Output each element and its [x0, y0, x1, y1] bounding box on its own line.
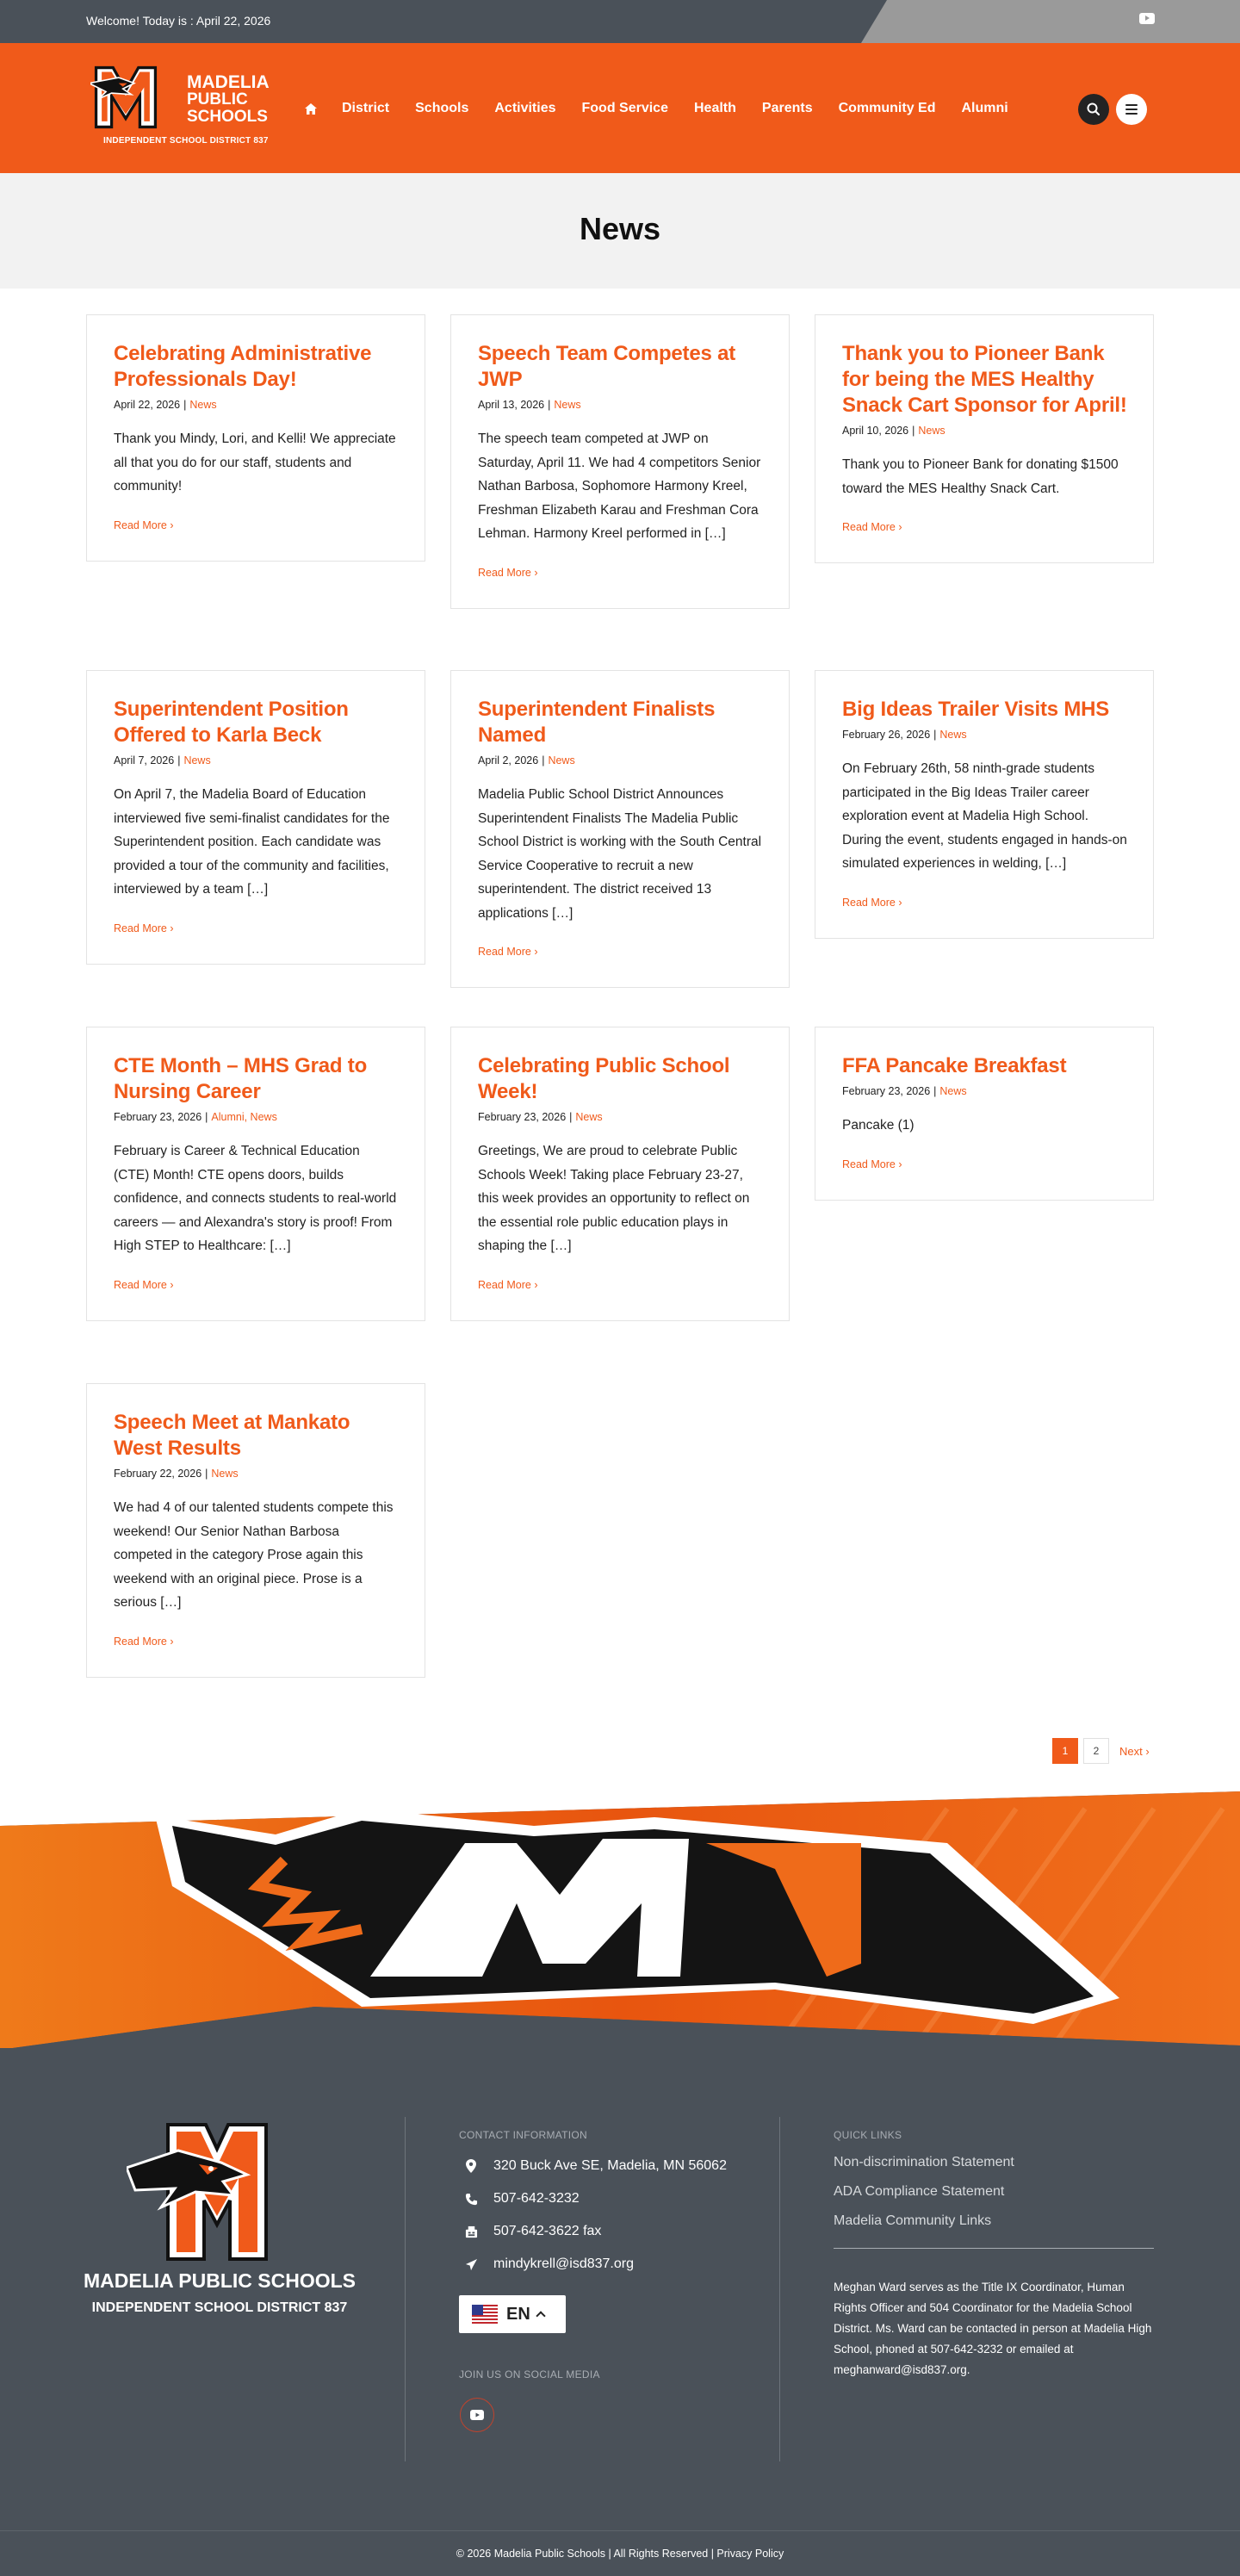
post-category[interactable]: News	[939, 1085, 967, 1097]
post-date: February 26, 2026	[842, 729, 931, 741]
read-more-link[interactable]: Read More ›	[842, 1158, 902, 1170]
post-meta: February 26, 2026 | News	[842, 729, 967, 741]
read-more-link[interactable]: Read More ›	[478, 946, 538, 958]
nav-item-parents[interactable]: Parents	[761, 101, 813, 115]
post-excerpt: On April 7, the Madelia Board of Education interviewed five semi-finalist candidates for the Superintendent position. Each candidate was provided a tour of the community and facilities, interviewed by a team […]	[114, 787, 390, 897]
read-more-link[interactable]: Read More ›	[114, 922, 174, 934]
post-meta: April 22, 2026 | News	[114, 399, 217, 411]
post-title[interactable]: Superintendent Finalists Named	[478, 698, 716, 747]
post-card	[86, 1383, 425, 1678]
post-category[interactable]: Alumni, News	[211, 1111, 277, 1123]
contact-heading: CONTACT INFORMATION	[459, 2129, 588, 2141]
mustang-m-logo-icon	[127, 2118, 307, 2263]
post-card	[450, 670, 790, 988]
read-more-link[interactable]: Read More ›	[478, 566, 538, 579]
post-meta: April 10, 2026 | News	[842, 425, 946, 437]
post-card	[815, 1027, 1154, 1201]
footer-district: INDEPENDENT SCHOOL DISTRICT 837	[91, 2300, 348, 2315]
nav-item-community-ed[interactable]: Community Ed	[838, 101, 936, 115]
post-card	[86, 314, 425, 562]
post-card	[815, 314, 1154, 563]
post-date: April 13, 2026	[478, 399, 545, 411]
post-category[interactable]: News	[575, 1111, 603, 1123]
post-excerpt: Thank you to Pioneer Bank for donating $1500 toward the MES Healthy Snack Cart.	[842, 457, 1119, 496]
post-meta: April 13, 2026 | News	[478, 399, 581, 411]
logo-line-1: MADELIA	[187, 72, 270, 92]
post-title[interactable]: Speech Team Competes at JWP	[478, 342, 736, 391]
read-more-link[interactable]: Read More ›	[114, 1278, 174, 1291]
site-header	[0, 43, 1240, 173]
post-excerpt: February is Career & Technical Education (CTE) Month! CTE opens doors, builds confidence, and connects students to real-world careers — and Alexandra's story is proof! From High STEP to Healthcare: […]	[114, 1144, 397, 1253]
post-card	[86, 670, 425, 965]
email-text: mindykrell@isd837.org	[493, 2256, 634, 2271]
nav-item-alumni[interactable]: Alumni	[961, 101, 1008, 115]
read-more-link[interactable]: Read More ›	[842, 521, 902, 533]
post-excerpt: Pancake (1)	[842, 1118, 914, 1133]
hamburger-icon	[1116, 94, 1147, 125]
post-excerpt: The speech team competed at JWP on Saturday, April 11. We had 4 competitors Senior Nathan Barbosa, Sophomore Harmony Kreel, Freshman Elizabeth Karau and Freshman Cora Lehman. Harmony Kreel performed in […]	[478, 431, 761, 541]
logo-text	[187, 74, 270, 126]
quicklink-ada[interactable]: ADA Compliance Statement	[834, 2184, 1005, 2199]
post-date: April 10, 2026	[842, 425, 909, 437]
post-title[interactable]: Celebrating Administrative Professionals Day!	[114, 342, 372, 391]
post-excerpt: Thank you Mindy, Lori, and Kelli! We appreciate all that you do for our staff, students and community!	[114, 431, 396, 493]
page-number[interactable]: 2	[1083, 1738, 1109, 1764]
read-more-link[interactable]: Read More ›	[842, 896, 902, 909]
social-heading: JOIN US ON SOCIAL MEDIA	[459, 2368, 600, 2380]
post-meta: February 22, 2026 | News	[114, 1468, 239, 1480]
read-more-link[interactable]: Read More ›	[478, 1278, 538, 1291]
post-title[interactable]: Celebrating Public School Week!	[478, 1054, 730, 1103]
welcome-text: Welcome! Today is : April 22, 2026	[86, 14, 271, 28]
title-ix-notice: Meghan Ward serves as the Title IX Coordinator, Human Rights Officer and 504 Coordinator for the Madelia School District. Ms. Ward can be contacted in person at Madelia High School, phoned at 507-642-3232 or emailed at meghanward@isd837.org.	[834, 2281, 1152, 2376]
quicklinks-divider	[834, 2248, 1154, 2249]
post-category[interactable]: News	[918, 425, 946, 437]
post-date: February 23, 2026	[114, 1111, 202, 1123]
post-excerpt: On February 26th, 58 ninth-grade students participated in the Big Ideas Trailer career exploration event at Madelia High School. During the event, students engaged in hands-on simulated experiences in welding, […]	[842, 761, 1127, 871]
menu-button[interactable]	[1116, 94, 1147, 125]
youtube-icon	[470, 2410, 484, 2420]
post-title[interactable]: Big Ideas Trailer Visits MHS	[842, 698, 1110, 721]
search-button[interactable]	[1078, 94, 1109, 125]
language-label: EN	[506, 2304, 530, 2324]
youtube-icon[interactable]	[1139, 13, 1155, 24]
pagination	[1052, 1738, 1150, 1764]
contact-address	[459, 2158, 727, 2174]
read-more-link[interactable]: Read More ›	[114, 1635, 174, 1648]
youtube-social-button[interactable]	[460, 2398, 494, 2432]
fax-icon	[459, 2224, 483, 2239]
post-title[interactable]: Superintendent Position Offered to Karla Beck	[114, 698, 349, 747]
phone-icon	[459, 2191, 483, 2207]
post-date: February 23, 2026	[842, 1085, 931, 1097]
logo-line-3: SCHOOLS	[187, 108, 268, 126]
phone-text: 507-642-3232	[493, 2191, 580, 2206]
quicklink-nondiscrimination[interactable]: Non-discrimination Statement	[834, 2155, 1014, 2169]
site-logo[interactable]	[86, 60, 284, 155]
post-excerpt: Madelia Public School District Announces Superintendent Finalists The Madelia Public School District is working with the South Central Service Cooperative to recruit a new superintendent. The district received 13 applications […]	[478, 787, 762, 921]
post-meta: April 2, 2026 | News	[478, 754, 575, 767]
post-category[interactable]: News	[211, 1468, 239, 1480]
language-selector[interactable]	[459, 2295, 566, 2333]
nav-item-schools[interactable]: Schools	[415, 101, 469, 115]
nav-item-food-service[interactable]: Food Service	[581, 101, 668, 115]
post-meta: February 23, 2026 | News	[478, 1111, 603, 1123]
paper-plane-icon	[459, 2256, 483, 2272]
footer-school-name: MADELIA PUBLIC SCHOOLS	[83, 2269, 356, 2292]
contact-phone[interactable]	[459, 2191, 580, 2207]
logo-line-2: PUBLIC	[187, 90, 248, 109]
us-flag-icon	[472, 2305, 498, 2324]
post-meta: February 23, 2026 | News	[842, 1085, 967, 1097]
post-date: April 7, 2026	[114, 754, 175, 767]
nav-item-activities[interactable]: Activities	[494, 101, 556, 115]
post-category[interactable]: News	[939, 729, 967, 741]
post-title[interactable]: Thank you to Pioneer Bank for being the MES Healthy Snack Cart Sponsor for April!	[842, 342, 1127, 417]
post-excerpt: Greetings, We are proud to celebrate Public Schools Week! Taking place February 23-27, this week provides an opportunity to reflect on the essential role public education plays in shaping the […]	[478, 1144, 750, 1253]
next-page-link[interactable]: Next ›	[1119, 1744, 1150, 1758]
page-number-current[interactable]: 1	[1052, 1738, 1078, 1764]
post-excerpt: We had 4 of our talented students compete this weekend! Our Senior Nathan Barbosa competed in the category Prose again this weekend with an original piece. Prose is a serious […]	[114, 1500, 394, 1610]
post-date: April 2, 2026	[478, 754, 539, 767]
contact-email[interactable]	[459, 2256, 634, 2272]
address-text: 320 Buck Ave SE, Madelia, MN 56062	[493, 2158, 727, 2173]
quicklink-community[interactable]: Madelia Community Links	[834, 2213, 992, 2228]
fax-text: 507-642-3622 fax	[493, 2224, 602, 2238]
post-title[interactable]: Speech Meet at Mankato West Results	[114, 1411, 350, 1460]
post-category[interactable]: News	[183, 754, 211, 767]
post-category[interactable]: News	[189, 399, 217, 411]
nav-item-health[interactable]: Health	[693, 101, 736, 115]
post-category[interactable]: News	[548, 754, 575, 767]
post-card	[450, 314, 790, 609]
nav-item-district[interactable]: District	[342, 101, 390, 115]
post-title[interactable]: CTE Month – MHS Grad to Nursing Career	[114, 1054, 368, 1103]
post-title[interactable]: FFA Pancake Breakfast	[842, 1054, 1067, 1077]
contact-fax	[459, 2224, 601, 2239]
post-card	[450, 1027, 790, 1321]
post-card	[815, 670, 1154, 939]
top-bar	[0, 0, 1240, 43]
logo-subtitle: INDEPENDENT SCHOOL DISTRICT 837	[103, 136, 269, 146]
quicklinks-heading: QUICK LINKS	[834, 2129, 902, 2141]
top-bar-social-band	[861, 0, 1240, 43]
footer-bottom-divider	[0, 2530, 1240, 2531]
page-title: News	[579, 211, 661, 246]
chevron-up-icon	[536, 2311, 545, 2320]
footer-divider	[779, 2117, 780, 2461]
mustang-banner-image	[0, 1791, 1240, 2050]
post-card	[86, 1027, 425, 1321]
footer-divider	[405, 2117, 406, 2461]
post-meta: February 23, 2026 | Alumni, News	[114, 1111, 277, 1123]
home-icon[interactable]	[305, 103, 317, 115]
page-title-bar	[0, 173, 1240, 289]
search-icon	[1078, 94, 1109, 125]
map-pin-icon	[459, 2158, 483, 2174]
post-meta: April 7, 2026 | News	[114, 754, 211, 767]
read-more-link[interactable]: Read More ›	[114, 518, 174, 531]
post-date: April 22, 2026	[114, 399, 181, 411]
post-date: February 23, 2026	[478, 1111, 567, 1123]
copyright: © 2026 Madelia Public Schools | All Rights Reserved | Privacy Policy	[456, 2548, 784, 2560]
post-date: February 22, 2026	[114, 1468, 202, 1480]
site-footer	[0, 2048, 1240, 2576]
mustang-m-logo-icon	[90, 62, 161, 133]
post-category[interactable]: News	[554, 399, 581, 411]
main-nav	[305, 101, 1034, 116]
